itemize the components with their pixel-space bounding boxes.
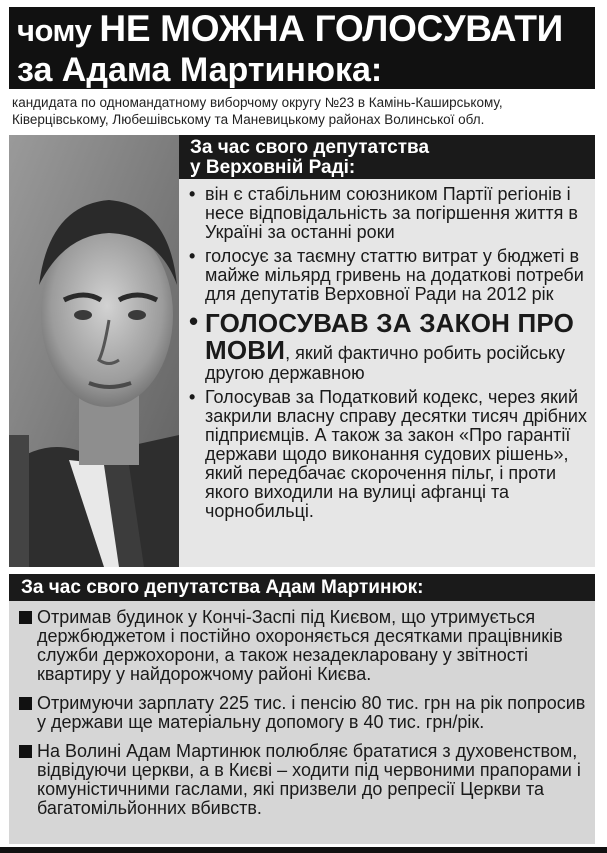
title-line-1 (17, 9, 563, 51)
list-item-text: , який фактично робить російську другою державною (205, 343, 565, 383)
heading-line-2: у Верховній Раді: (190, 157, 356, 178)
list-item (17, 608, 589, 684)
list-item (17, 694, 589, 732)
bullet-dot: • (189, 246, 196, 266)
heading-line-1: За час свого депутатства (190, 137, 430, 158)
title-banner (9, 7, 595, 89)
square-bullet-icon (19, 745, 32, 758)
square-bullet-icon (19, 697, 32, 710)
list-item-text: Отримав будинок у Кончі-Заспі під Києвом, що утримується держбюджетом і постійно охороняється десятками працівників служби держохорони, а також незадекларовану у звітності квартиру у найдорожчому районі Києва. (37, 607, 563, 684)
list-item-text: він є стабільним союзником Партії регіонів і несе відповідальність за погіршення життя в Україні за останні роки (205, 184, 578, 242)
title-prefix: чому (17, 13, 100, 48)
candidate-photo (9, 135, 179, 567)
parliament-record-panel (179, 135, 595, 567)
deputy-record-list (17, 608, 589, 828)
title-line-2: за Адама Мартинюка: (17, 51, 383, 89)
list-item-text: голосує за таємну статтю витрат у бюджеті в майже мільярд гривень на додаткові потреби для депутатів Верховної Ради на 2012 рік (205, 246, 584, 304)
list-item-text: На Волині Адам Мартинюк полюбляє брататися з духовенством, відвідуючи церкви, а в Києві – ходити під червоними прапорами і комуністичними гаслами, які призвели до репресії Церкви та багатомільйонних вбивств. (37, 741, 581, 818)
list-item (185, 185, 589, 242)
deputy-record-heading-text: За час свого депутатства Адам Мартинюк: (21, 577, 424, 598)
list-item-text: Голосував за Податковий кодекс, через який закрили власну справу десятки тисяч дрібних підприємців. А також за закон «Про гарантії держави щодо виконання судових рішень», який передбачає скорочення пільг, і проти якого виходили на вулиці афганці та чорнобильці. (205, 387, 587, 521)
list-item (185, 247, 589, 304)
list-item-highlight (185, 306, 589, 383)
portrait-illustration (9, 135, 179, 567)
parliament-record-list (185, 185, 589, 526)
footer-bar (0, 847, 607, 853)
square-bullet-icon (19, 611, 32, 624)
list-item (17, 742, 589, 818)
deputy-record-heading (9, 574, 595, 601)
title-main: НЕ МОЖНА ГОЛОСУВАТИ (99, 8, 563, 49)
language-law-highlight: ГОЛОСУВАВ ЗА ЗАКОН ПРО МОВИ (205, 308, 575, 365)
bullet-dot: • (189, 387, 196, 407)
parliament-record-heading (179, 135, 595, 179)
bullet-dot: • (189, 184, 196, 204)
deputy-record-section (9, 574, 595, 844)
list-item-text: Отримуючи зарплату 225 тис. і пенсію 80 тис. грн на рік попросив у держави ще матеріальну допомогу в 40 тис. грн/рік. (37, 693, 586, 732)
candidate-subtitle: кандидата по одномандатному виборчому округу №23 в Камінь-Каширському, Ківерцівському, Любешівському та Маневицькому районах Волинської обл. (12, 95, 503, 127)
bullet-dot: • (189, 306, 199, 336)
list-item (185, 388, 589, 521)
